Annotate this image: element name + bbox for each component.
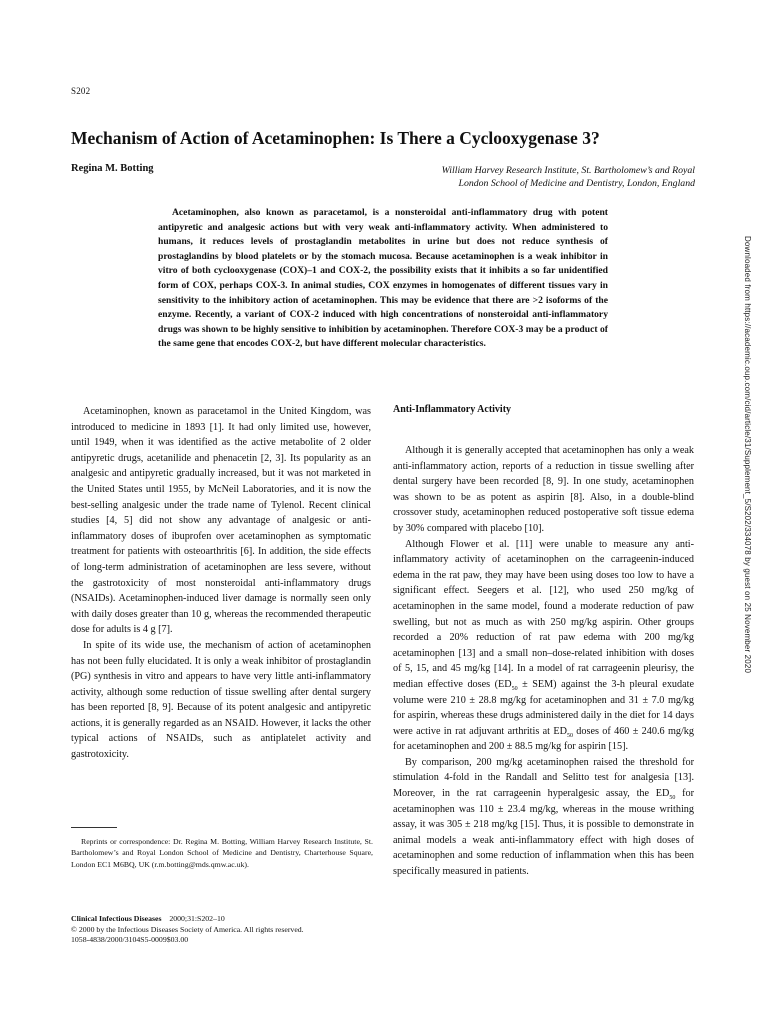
author-name: Regina M. Botting	[71, 163, 154, 174]
body-paragraph: Acetaminophen, known as paracetamol in the United Kingdom, was introduced to medicine in 1893 [1]. It had only limited use, however, until 1949, when it was identified as the active metabolite of 2 older antipyretic drugs, acetanilide and phenacetin [2, 3]. Its popularity as an analgesic and antipyretic gradually increased, but it was not marketed in the United States until 1955, by McNeil Laboratories, and it is now the best-selling analgesic under the trade name of Tylenol. Recent clinical studies [4, 5] did not show any advantage of analgesic or anti-inflammatory doses of ibuprofen over acetaminophen as symptomatic treatment for patients with osteoarthritis [6]. In addition, the side effects of long-term administration of acetaminophen are less severe, without the gastrotoxicity of most nonsteroidal anti-inflammatory drugs (NSAIDs). Acetaminophen-induced liver damage is normally seen only with daily doses greater than 10 g, whereas the recommended therapeutic dose for adults is 4 g [7].	[71, 406, 371, 636]
issn-line: 1058-4838/2000/3104S5-0009$03.00	[71, 935, 189, 945]
text-run: Although Flower et al. [11] were unable to measure any anti-inflammatory activity of acetaminophen on the carrageenin-induced edema in the rat paw, they may have been using doses too low to have a significant effect. Seegers et al. [12], who used 250 mg/kg of acetaminophen in the same model, found a moderate reduction of paw swelling, but not as much as with 250 mg/kg aspirin. Other groups recorded a 20% reduction of rat paw edema with 200 mg/kg acetaminophen [13] and a small non–dose-related inhibition with doses of 5, 15, and 45 mg/kg [14]. In a model of rat carrageenin pleurisy, the median effective doses (ED	[393, 538, 694, 690]
abstract	[158, 206, 608, 352]
download-notice[interactable]: Downloaded from https://academic.oup.com/cid/article/31/Supplement_5/S202/334078 by guest on 25 November 2020	[743, 236, 752, 674]
right-column	[393, 443, 694, 880]
text-run: doses of 460 ± 240.6 mg/kg for acetaminophen and 200 ± 88.5 mg/kg for aspirin [15].	[393, 725, 694, 753]
author-affiliation	[335, 164, 695, 190]
subscript: 50	[669, 795, 676, 802]
correspondence-footnote	[71, 836, 373, 870]
journal-citation-line	[71, 914, 373, 925]
abstract-text: Acetaminophen, also known as paracetamol, is a nonsteroidal anti-inflammatory drug with potent antipyretic and analgesic actions but with very weak anti-inflammatory activity. When administered to humans, it reduces levels of prostaglandin metabolites in urine but does not reduce synthesis of prostaglandins by blood platelets or by the stomach mucosa. Because acetaminophen is a weak inhibitor in vitro of both cyclooxygenase (COX)–1 and COX-2, the possibility exists that it inhibits a so far unidentified form of COX, perhaps COX-3. In animal studies, COX enzymes in homogenates of different tissues vary in sensitivity to the inhibitory action of acetaminophen. This may be evidence that there are >2 isoforms of the enzyme. Recently, a variant of COX-2 induced with high concentrations of nonsteroidal anti-inflammatory drugs was shown to be highly sensitive to inhibition by acetaminophen. Therefore COX-3 may be a product of the same gene that encodes COX-2, but have different molecular characteristics.	[158, 207, 608, 350]
body-paragraph	[393, 755, 694, 880]
affiliation-line: London School of Medicine and Dentistry, London, England	[458, 178, 695, 189]
article-title: Mechanism of Action of Acetaminophen: Is There a Cyclooxygenase 3?	[71, 128, 600, 148]
journal-name: Clinical Infectious Diseases	[71, 914, 162, 923]
footnote-text: Reprints or correspondence: Dr. Regina M. Botting, William Harvey Research Institute, St. Bartholomew’s and Royal London School of Medicine and Dentistry, Charterhouse Square, London EC1 M6BQ, UK (r.m.botting@mds.qmw.ac.uk).	[71, 837, 373, 869]
copyright-line: © 2000 by the Infectious Diseases Society of America. All rights reserved.	[71, 924, 304, 934]
body-paragraph	[393, 537, 694, 755]
body-paragraph: Although it is generally accepted that acetaminophen has only a weak anti-inflammatory action, reports of a reduction in tissue swelling after dental surgery have been recorded [8, 9]. In one study, acetaminophen was shown to be as potent as aspirin [8]. Also, in a double-blind crossover study, acetaminophen reduced postoperative soft tissue edema by 30% compared with placebo [10].	[393, 445, 694, 534]
page-number: S202	[71, 86, 91, 96]
body-paragraph: In spite of its wide use, the mechanism of action of acetaminophen has not been fully elucidated. It is only a weak inhibitor of prostaglandin (PG) synthesis in vitro and appears to have very little anti-inflammatory activity, although some reduction of tissue swelling after dental surgery has been reported [8, 9]. Because of its potent analgesic and antipyretic actions, it is generally regarded as an NSAID. However, it lacks the other typical actions of NSAIDs, such as antiplatelet activity and gastrotoxicity.	[71, 639, 371, 761]
subscript: 50	[566, 732, 573, 739]
section-heading: Anti-Inflammatory Activity	[393, 404, 512, 415]
affiliation-line: William Harvey Research Institute, St. Bartholomew’s and Royal	[441, 165, 695, 176]
left-column	[71, 404, 371, 763]
journal-info	[71, 914, 373, 946]
footnote-divider	[71, 827, 117, 828]
subscript: 50	[511, 685, 518, 692]
text-run: ± SEM) against the 3-h pleural exudate volume were 210 ± 28.8 mg/kg for acetaminophen and 31 ± 7.0 mg/kg for aspirin, whereas these drugs administered daily in the diet for 14 days were active in rat adjuvant arthritis at ED	[393, 678, 694, 737]
text-run: for acetaminophen was 110 ± 23.4 mg/kg, whereas in the mouse writhing assay, it was 305 ± 218 mg/kg [15]. Thus, it is possible to demonstrate in animal models a weak anti-inflammatory effect with high doses of acetaminophen and some reduction of inflammation when this has been specifically measured in patients.	[393, 788, 694, 878]
text-run: By comparison, 200 mg/kg acetaminophen raised the threshold for stimulation 4-fold in the Randall and Selitto test for analgesia [13]. Moreover, in the rat carrageenin hyperalgesic assay, the ED	[393, 756, 694, 800]
journal-citation: 2000;31:S202–10	[169, 914, 225, 923]
